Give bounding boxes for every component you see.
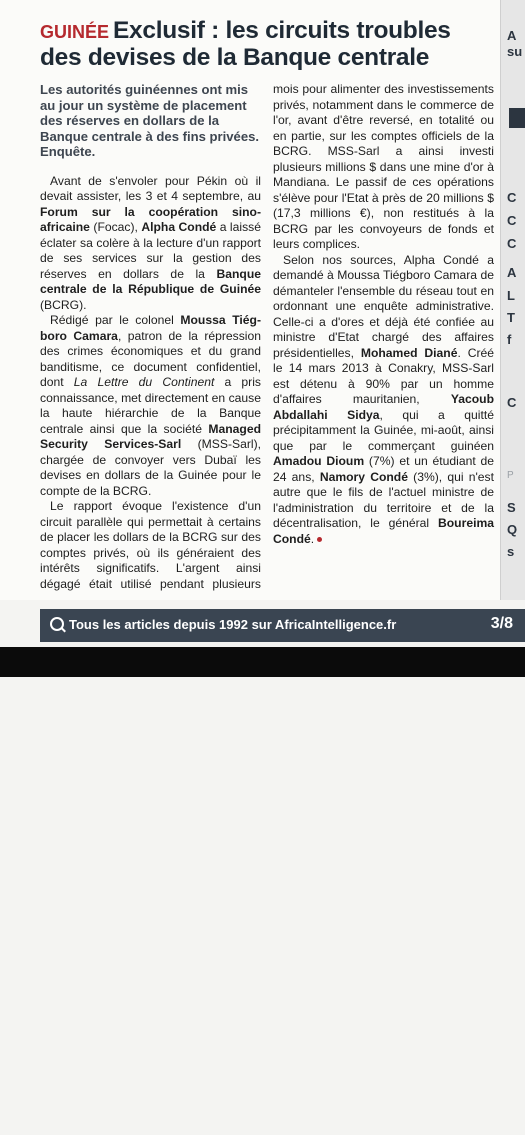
bank-name: Banque centrale de la République de Guinée bbox=[40, 266, 261, 296]
country-kicker: GUINÉE bbox=[40, 22, 110, 42]
paragraph-4: Selon nos sources, Alpha Condé a demandé à Moussa Tiégboro Camara de démanteler l'ensemble du réseau tout en ordonnant une enquête administrative. Celle-ci a d'ores et déjà été confiée au ministre d'Etat chargé des affaires présidentielles, Mohamed Diané. Créé le 14 mars 2013 à Conakry, MSS-Sarl est détenu à 90% par un homme d'affaires mauritanien, Yacoub Abdallahi Sidya, qui a quitté précipitamment la Guinée, mi-août, ainsi que par le commerçant guinéen Amadou Dioum (7%) et un étudiant de 24 ans, Namory Condé (3%), qui n'est autre que le fils de l'actuel ministre de l'administration du territoire et de la décentralisation, le général Boureima Condé. bbox=[273, 252, 495, 546]
publication-name: La Lettre du Continent bbox=[73, 375, 215, 389]
sidebar-letter: f bbox=[507, 332, 512, 347]
sidebar-letter: s bbox=[507, 544, 515, 559]
headline-text: Exclusif : les circuits troubles des devises de la Banque centrale bbox=[40, 17, 451, 71]
sidebar-title-2: su bbox=[507, 44, 523, 59]
sidebar-title-1: A bbox=[507, 28, 517, 43]
sidebar-letter: T bbox=[507, 310, 515, 325]
next-article-sidebar bbox=[500, 0, 525, 600]
sidebar-letter: C bbox=[507, 236, 517, 251]
person-moussa-camara: Moussa Tiégboro Camara bbox=[40, 313, 262, 343]
end-mark-icon bbox=[317, 537, 322, 542]
person-yacoub-sidya: Yacoub Abdallahi Sidya bbox=[273, 392, 494, 422]
person-alpha-conde: Alpha Condé bbox=[141, 220, 217, 234]
paragraph-2: Rédigé par le colonel Moussa Tiégboro Camara, patron de la répression des crimes économiques et du grand banditisme, ce document confidentiel, dont La Lettre du Continent a pris connaissance, met directement en cause la haute hiérarchie de la Banque centrale ainsi que la société Managed Security Services-Sarl (MSS-Sarl), chargée de convoyer vers Dubaï les devises en dollars de la Guinée pour le compte de la BCRG. bbox=[40, 313, 262, 498]
page-footer bbox=[40, 609, 525, 642]
forum-name: Forum sur la coopération sino-africaine bbox=[40, 204, 261, 234]
sidebar-letter: A bbox=[507, 265, 517, 280]
footer-link[interactable]: Tous les articles depuis 1992 sur AfricaIntelligence.fr bbox=[50, 617, 396, 632]
sidebar-letter: P bbox=[507, 470, 514, 481]
page-number: 3/8 bbox=[490, 615, 513, 632]
paragraph-1: Avant de s'envoler pour Pékin où il devait assister, les 3 et 4 septembre, au Forum sur la coopération sino-africaine (Focac), Alpha Condé a laissé éclater sa colère à la lecture d'un rapport de ses services sur la gestion des réserves en dollars de la Banque centrale de la République de Guinée (BCRG). bbox=[40, 173, 261, 312]
sidebar-letter: C bbox=[507, 395, 517, 410]
person-namory-conde: Namory Condé bbox=[319, 469, 408, 484]
sidebar-letter: L bbox=[507, 288, 515, 303]
person-amadou-dioum: Amadou Dioum bbox=[273, 454, 365, 468]
article-flow bbox=[40, 82, 494, 597]
article-lead: Les autorités guinéennes ont mis au jour un système de placement des réserves en dollars de la Banque centrale à des fins privées. Enquête. bbox=[40, 82, 260, 159]
person-mohamed-diane: Mohamed Diané bbox=[360, 345, 458, 360]
company-mss: Managed Security Services-Sarl bbox=[40, 421, 261, 451]
sidebar-letter: Q bbox=[507, 522, 518, 537]
sidebar-block bbox=[509, 108, 525, 128]
sidebar-letter: C bbox=[507, 213, 517, 228]
person-boureima-conde: Boureima Condé bbox=[273, 516, 494, 546]
sidebar-letter: C bbox=[507, 190, 517, 205]
article-headline bbox=[40, 18, 490, 71]
screen-bottom-bar bbox=[0, 647, 525, 677]
search-icon bbox=[50, 617, 64, 631]
paragraph-3: Le rapport évoque l'existence d'un circuit parallèle qui permettait à certains de placer les dollars de la BCRG sur des comptes privés, où ils généraient des intérêts significatifs. L'argent ainsi dégagé était utilisé pendant plusieurs mois pour alimenter des investissements privés, notamment dans le commerce de l'or, avant d'être reversé, en totalité ou en partie, sur les comptes officiels de la BCRG. MSS-Sarl a ainsi investi plusieurs millions $ dans une mine d'or à Mandiana. Le passif de ces opérations s'élève pour l'Etat à près de 20 millions $ (17,3 millions €), non restitués à la BCRG par les convoyeurs de fonds et leurs complices. bbox=[40, 82, 494, 591]
sidebar-letter: S bbox=[507, 500, 516, 515]
